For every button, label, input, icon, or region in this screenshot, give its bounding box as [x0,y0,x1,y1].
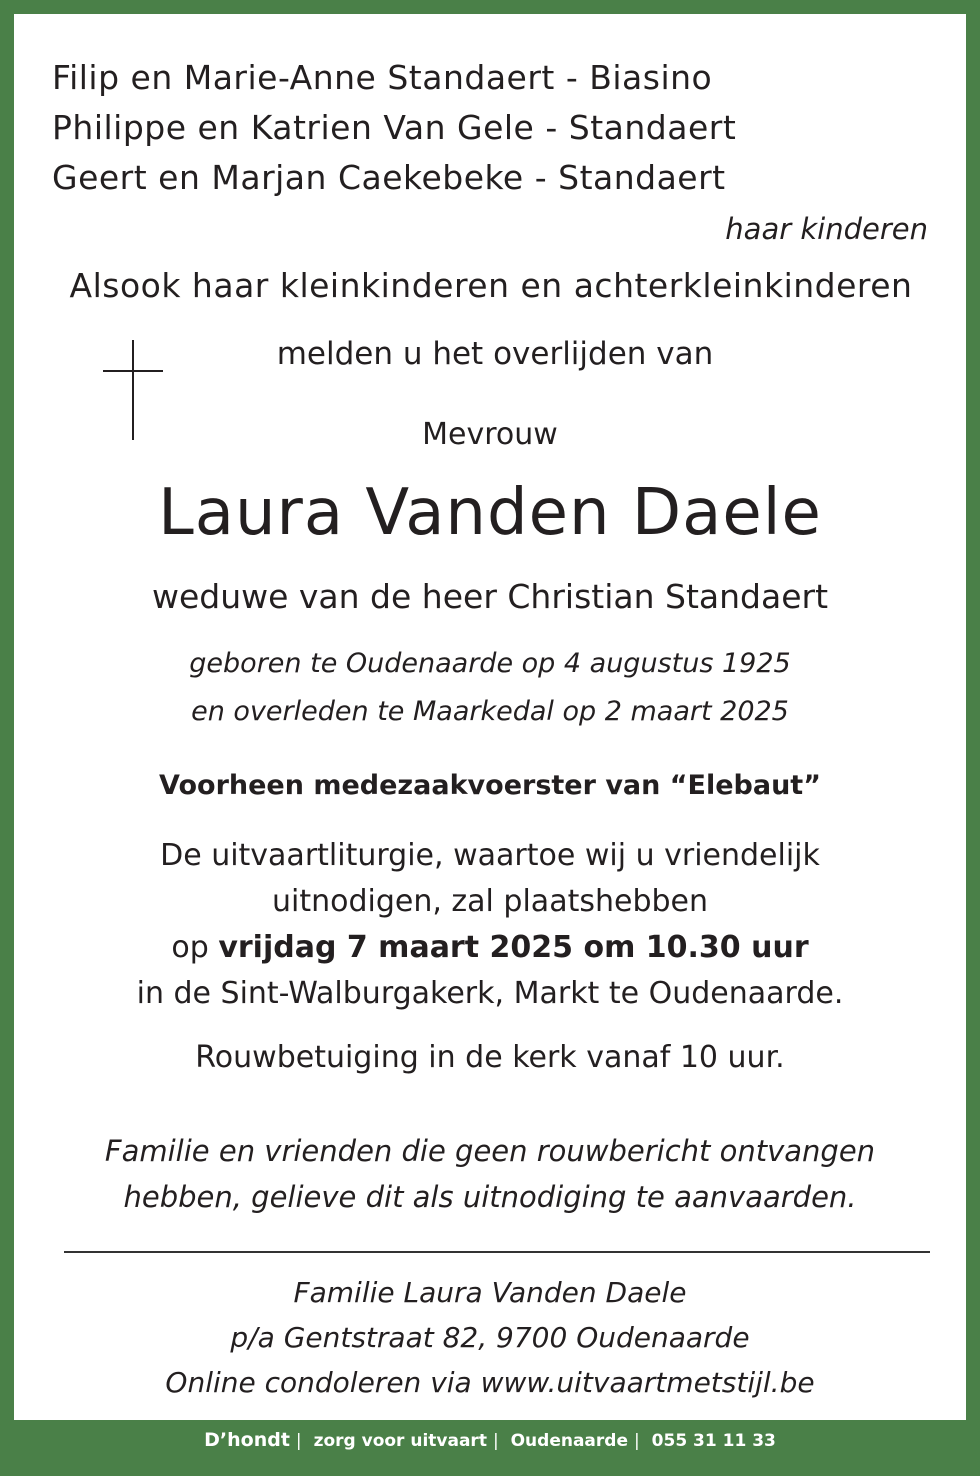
deceased-name: Laura Vanden Daele [158,476,822,550]
contact-address: p/a Gentstraat 82, 9700 Oudenaarde [230,1321,750,1354]
liturgy-prefix: op [171,930,219,965]
honorific: Mevrouw [422,417,558,452]
footer-separator: | [492,1431,499,1451]
child-line-1: Filip en Marie-Anne Standaert - Biasino [52,58,713,97]
liturgy-date-line [14,930,966,965]
invitation-line-1: Familie en vrienden die geen rouwbericht ontvangen [104,1134,876,1168]
contact-family: Familie Laura Vanden Daele [293,1276,687,1309]
birth-line: geboren te Oudenaarde op 4 augustus 1925 [189,648,791,679]
liturgy-location: in de Sint-Walburgakerk, Markt te Oudenaarde. [136,976,844,1011]
liturgy-line-1: De uitvaartliturgie, waartoe wij u vriendelijk [160,838,820,873]
child-line-3: Geert en Marjan Caekebeke - Standaert [52,158,726,197]
footer-city: Oudenaarde [510,1431,628,1451]
divider [64,1251,930,1253]
footer-service: zorg voor uitvaart [313,1431,487,1451]
footer-phone: 055 31 11 33 [651,1431,776,1451]
death-line: en overleden te Maarkedal op 2 maart 2025 [191,696,789,727]
footer-bar [0,1420,980,1460]
child-line-2: Philippe en Katrien Van Gele - Standaert [52,108,737,147]
occupation-line: Voorheen medezaakvoerster van “Elebaut” [159,770,821,801]
announce-line: melden u het overlijden van [276,336,714,372]
liturgy-datetime: vrijdag 7 maart 2025 om 10.30 uur [218,930,809,965]
widow-of-line: weduwe van de heer Christian Standaert [151,577,829,616]
footer-separator: | [634,1431,640,1451]
footer-brand: D’hondt [204,1429,290,1451]
grandchildren-line: Alsook haar kleinkinderen en achterkleinkinderen [69,266,913,305]
footer-separator: | [295,1431,302,1451]
liturgy-line-2: uitnodigen, zal plaatshebben [271,884,708,919]
condolence-time: Rouwbetuiging in de kerk vanaf 10 uur. [195,1040,785,1075]
contact-online: Online condoleren via www.uitvaartmetstijl.be [165,1366,815,1399]
invitation-line-2: hebben, gelieve dit als uitnodiging te aanvaarden. [123,1180,857,1214]
announcement-card [14,14,966,1420]
children-label: haar kinderen [725,212,928,246]
